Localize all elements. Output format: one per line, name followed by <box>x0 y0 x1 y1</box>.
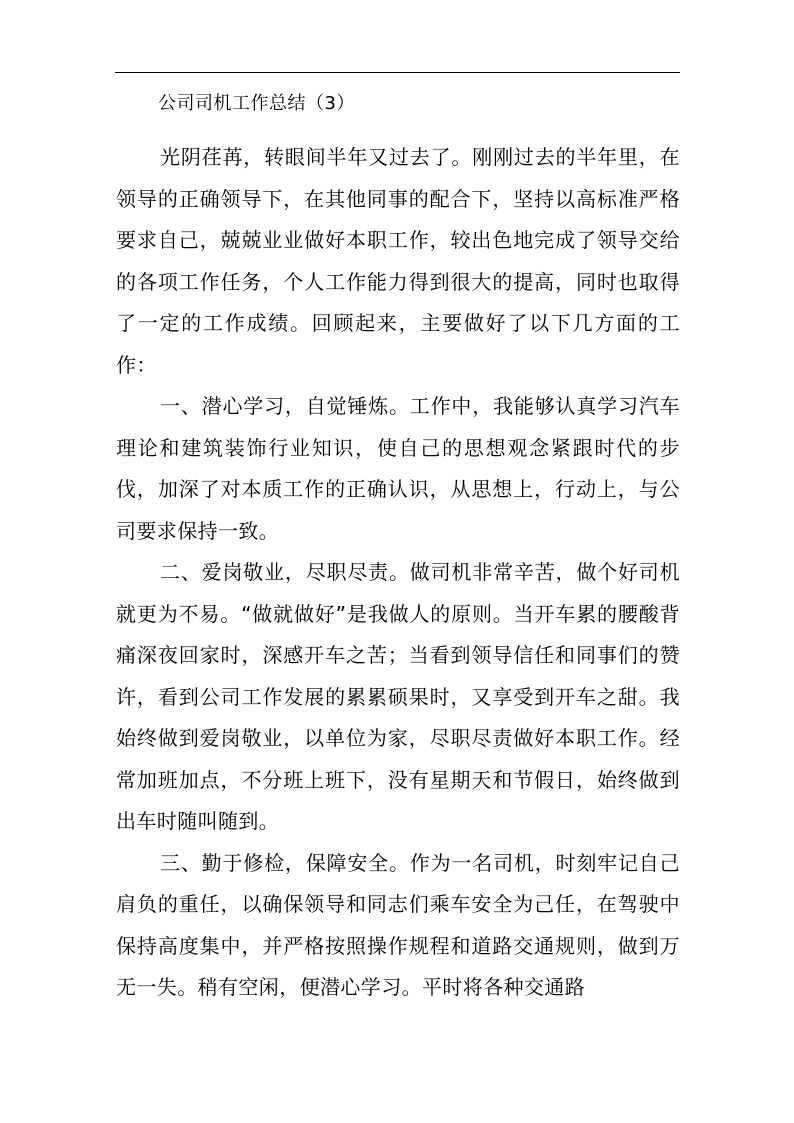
paragraph-intro: 光阴荏苒，转眼间半年又过去了。刚刚过去的半年里，在领导的正确领导下，在其他同事的配合下，坚持以高标准严格要求自己，兢兢业业做好本职工作，较出色地完成了领导交给的各项工作任务，个人工作能力得到很大的提高，同时也取得了一定的工作成绩。回顾起来，主要做好了以下几方面的工作： <box>116 145 680 377</box>
document-body <box>116 137 680 1009</box>
paragraph-study: 一、潜心学习，自觉锤炼。工作中，我能够认真学习汽车理论和建筑装饰行业知识，使自己的思想观念紧跟时代的步伐，加深了对本质工作的正确认识，从思想上，行动上，与公司要求保持一致。 <box>116 394 680 543</box>
paragraph-safety: 三、勤于修检，保障安全。作为一名司机，时刻牢记自己肩负的重任，以确保领导和同志们乘车安全为己任，在驾驶中保持高度集中，并严格按照操作规程和道路交通规则，做到万无一失。稍有空闲，便潜心学习。平时将各种交通路 <box>116 850 680 999</box>
document-title: 公司司机工作总结（3） <box>158 93 355 114</box>
paragraph-dedication: 二、爱岗敬业，尽职尽责。做司机非常辛苦，做个好司机就更为不易。“做就做好”是我做人的原则。当开车累的腰酸背痛深夜回家时，深感开车之苦；当看到领导信任和同事们的赞许，看到公司工作发展的累累硕果时，又享受到开车之甜。我始终做到爱岗敬业，以单位为家，尽职尽责做好本职工作。经常加班加点，不分班上班下，没有星期天和节假日，始终做到出车时随叫随到。 <box>116 560 680 833</box>
header-rule <box>115 72 680 73</box>
